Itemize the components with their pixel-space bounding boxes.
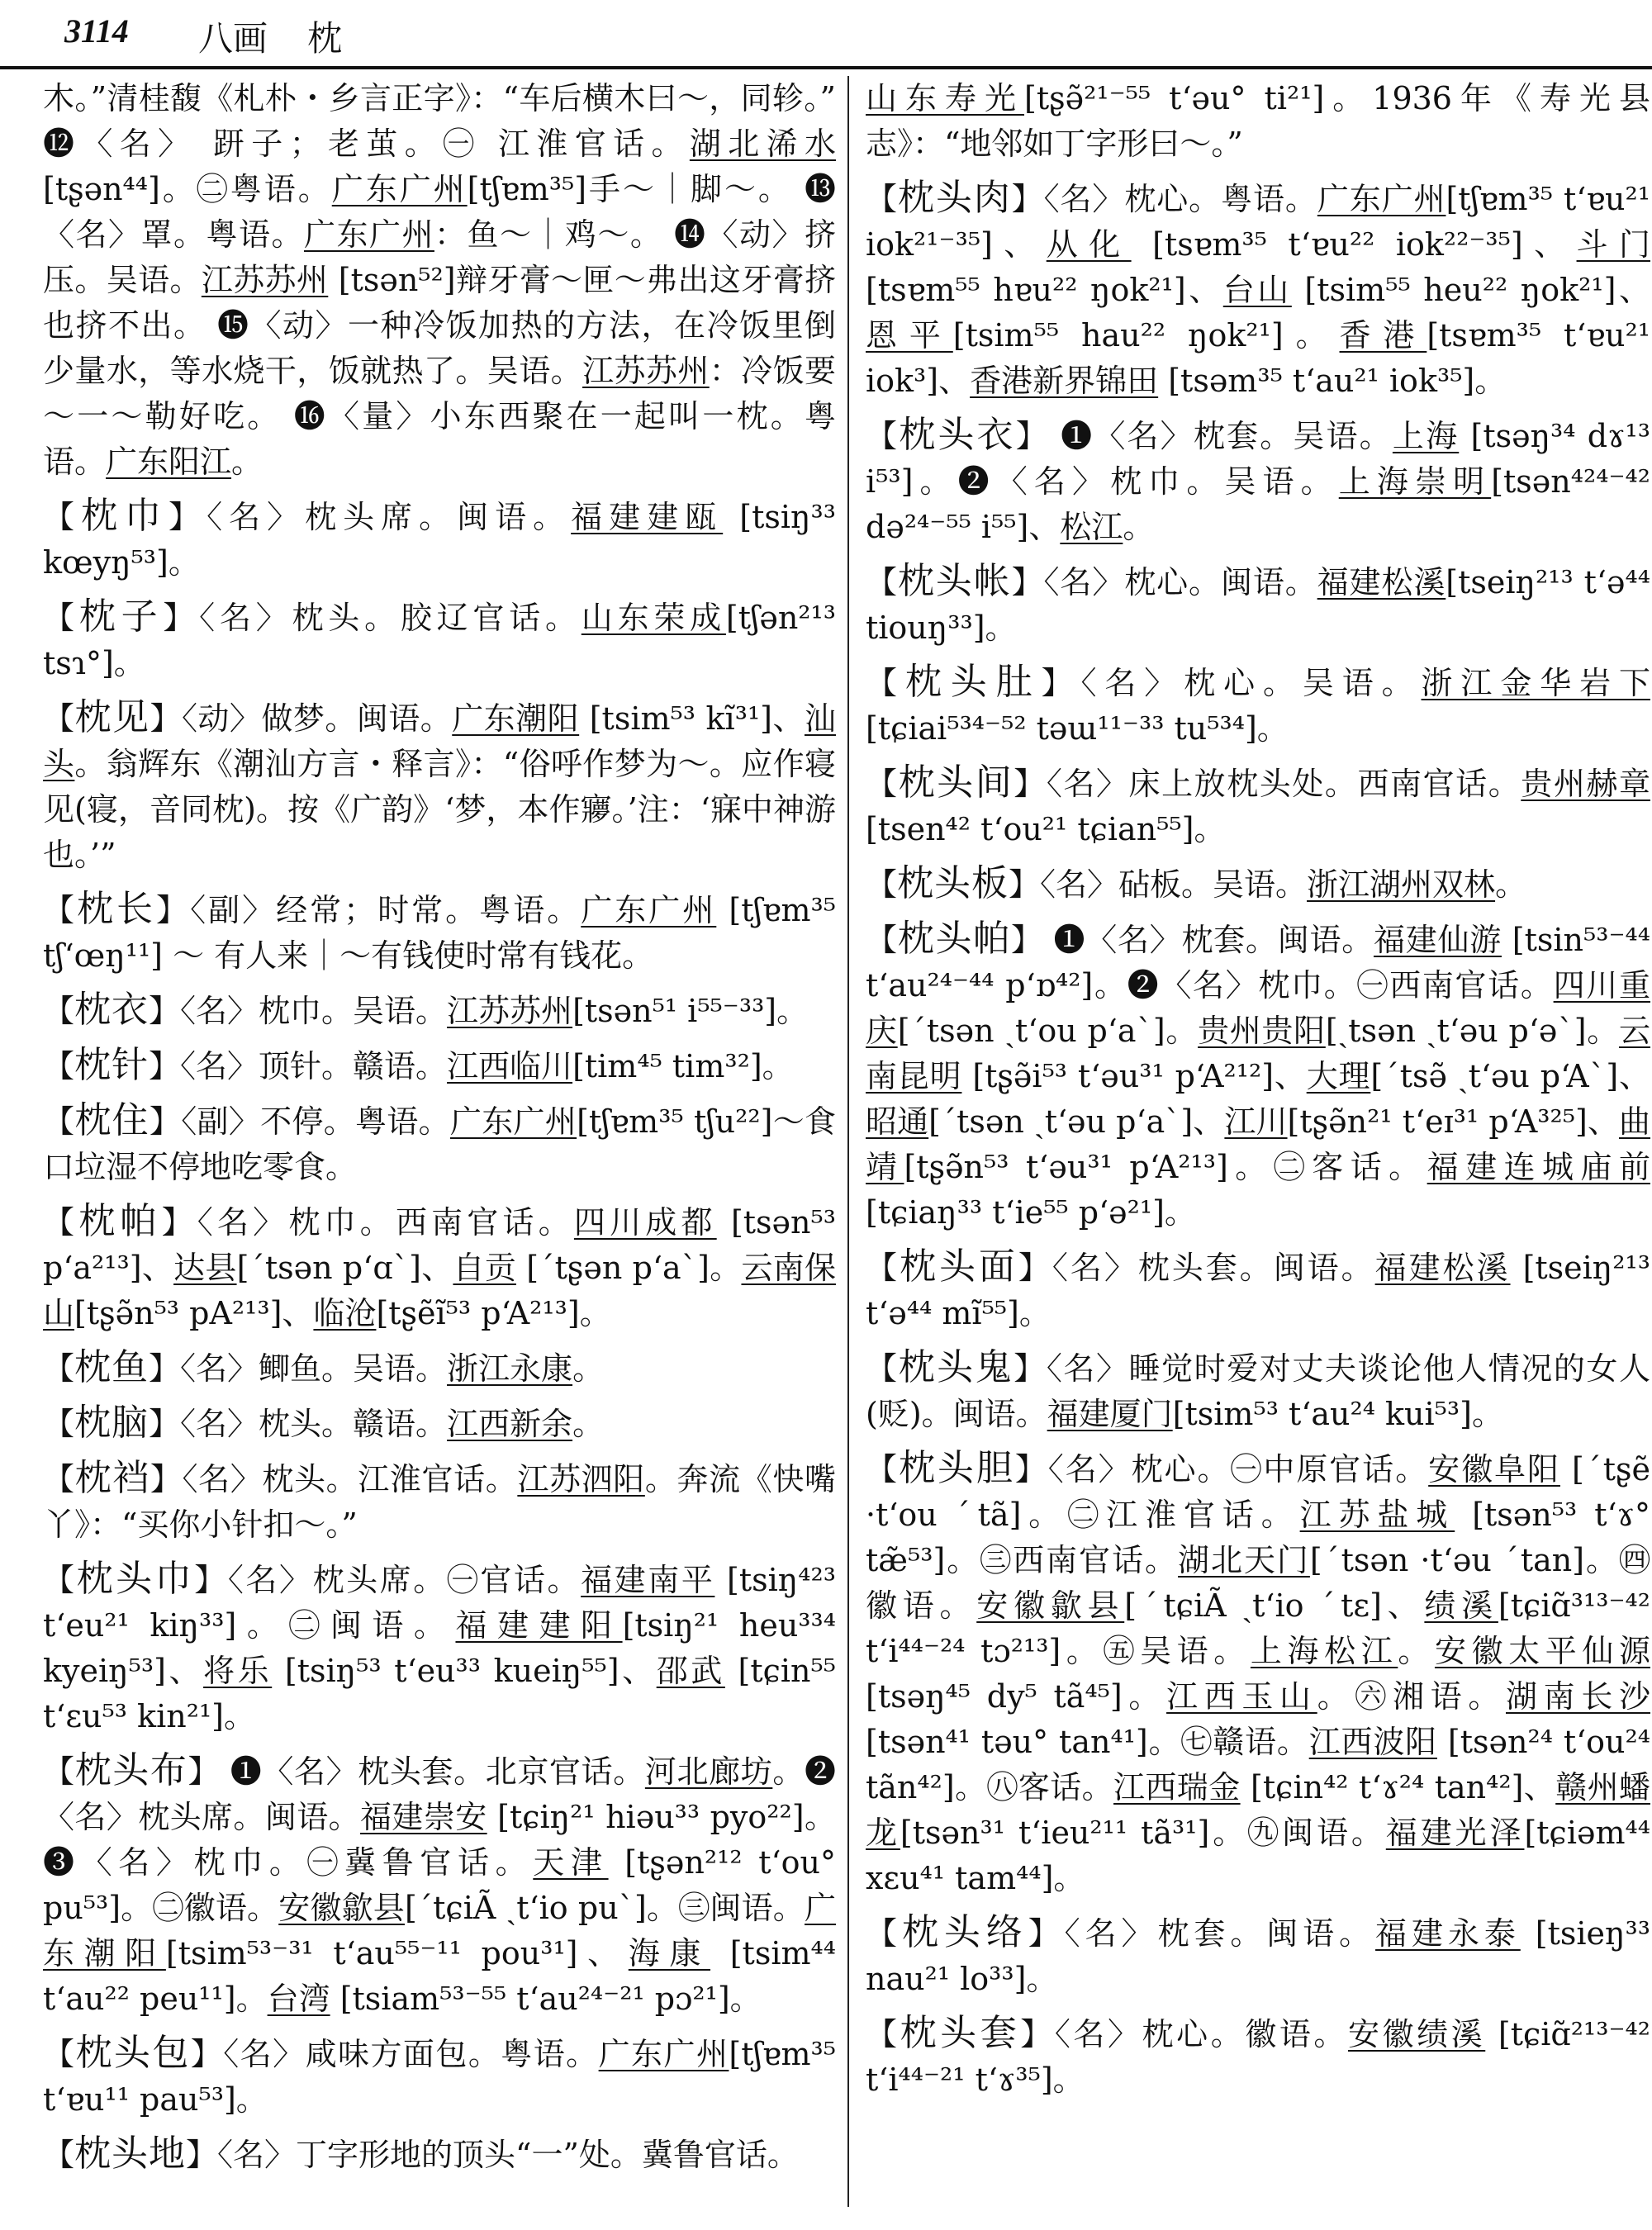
left-column	[43, 76, 836, 2215]
place-name: 临沧	[313, 1295, 377, 1331]
place-name: 福建建瓯	[571, 499, 724, 535]
place-name: 四川成都	[573, 1204, 717, 1241]
place-name: 湖北浠水	[689, 126, 836, 162]
dictionary-entry	[43, 987, 836, 1034]
place-name: 上海	[1392, 418, 1460, 454]
place-name: 四川重庆	[866, 967, 1650, 1049]
headword-bracket-close: 】	[1014, 766, 1047, 802]
entry-text: [tsiam⁵³⁻⁵⁵ tʻau²⁴⁻²¹ pɔ²¹]。	[330, 1981, 762, 2017]
headword-bracket-open: 【	[43, 2036, 76, 2072]
entry-text: [tɕiai⁵³⁴⁻⁵² təɯ¹¹⁻³³ tu⁵³⁴]。	[866, 710, 1289, 747]
headword-bracket-open: 【	[43, 1406, 75, 1442]
headword-bracket-close: 】	[1009, 866, 1041, 903]
headword-bracket-open: 【	[866, 418, 900, 454]
place-name: 云南昆明	[866, 1013, 1650, 1094]
entry-text: [tsiŋ²¹ heu³³⁴ kyeiŋ⁵³]、	[43, 1607, 836, 1689]
entry-text: [tsɐm³⁵ tʻɐu²² iok²²⁻³⁵]、	[1131, 226, 1577, 263]
dictionary-entry	[866, 412, 1650, 550]
place-name: 上海崇明	[1338, 463, 1492, 500]
place-name: 福建厦门	[1047, 1396, 1173, 1432]
headword-bracket-open: 【	[866, 564, 898, 600]
entry-text: [ˊtsən ˏtʻou pʻaˋ]。	[897, 1013, 1199, 1049]
headword-bracket-close: 】	[1018, 1250, 1052, 1286]
dictionary-entry	[866, 760, 1650, 852]
place-name: 安徽阜阳	[1428, 1451, 1560, 1487]
place-name: 香港	[1339, 317, 1427, 353]
headword-bracket-open: 【	[43, 1204, 79, 1241]
entry-text: [ˏtsən ˏtʻəu pʻəˋ]。	[1325, 1013, 1619, 1049]
dictionary-entry	[43, 1098, 836, 1190]
right-column	[866, 76, 1650, 2215]
headword-bracket-open: 【	[43, 600, 79, 636]
entry-headword: 枕头套	[900, 2012, 1021, 2054]
dictionary-entry	[43, 1556, 836, 1739]
entry-text: [tʃɐm³⁵ tʃʻœŋ¹¹] ～ 有人来｜～有钱使时常有钱花。	[43, 892, 836, 974]
entry-text: 〈名〉枕心。闽语。	[1043, 564, 1317, 600]
entry-text: 〈名〉枕头套。闽语。	[1051, 1250, 1375, 1286]
entry-text: [ˊtsən pʻɑˋ]、	[236, 1250, 453, 1286]
entry-text: [ˊtɕiÃ ˏtʻio ˊtɛ]、	[1124, 1587, 1425, 1624]
entry-headword: 枕住	[74, 1099, 150, 1141]
entry-text: 〈名〉咸味方面包。粤语。	[223, 2036, 599, 2072]
entry-text: [tʂə̃i⁵³ tʻəu³¹ pʻA²¹²]、	[961, 1058, 1307, 1094]
entry-text: 〈名〉丁字形地的顶头“一”处。冀鲁官话。	[217, 2137, 799, 2173]
place-name: 江西瑞金	[1113, 1769, 1241, 1805]
dictionary-entry	[866, 916, 1650, 1236]
entry-text: 〈名〉枕心。吴语。	[1080, 665, 1422, 701]
headword-bracket-open: 【	[866, 1350, 899, 1387]
headword-bracket-close: 】	[1014, 1350, 1047, 1387]
place-name: 福建南平	[581, 1562, 715, 1598]
headword-bracket-open: 【	[43, 1753, 75, 1790]
headword-bracket-close: 】	[190, 2036, 224, 2072]
entry-text: 〈名〉枕头。赣语。	[180, 1406, 448, 1442]
entry-headword: 枕见	[74, 696, 150, 738]
place-name: 绩溪	[1424, 1587, 1498, 1624]
headword-bracket-close: 】	[1015, 418, 1049, 454]
entry-text: [tsen⁴² tʻou²¹ tɕian⁵⁵]。	[866, 811, 1226, 847]
entry-headword: 枕衣	[74, 989, 150, 1031]
entry-text: ❶〈名〉枕头套。北京官话。	[220, 1753, 645, 1790]
entry-text: 〈名〉顶针。赣语。	[180, 1048, 448, 1084]
entry-text: [tsən³¹ tʻieu²¹¹ tã³¹]。㊈闽语。	[900, 1815, 1386, 1851]
headword-bracket-open: 【	[866, 1915, 902, 1952]
headword-bracket-close: 】	[149, 1406, 181, 1442]
place-name: 昭通	[866, 1103, 929, 1140]
entry-headword: 枕脑	[74, 1402, 150, 1444]
entry-headword: 枕鱼	[74, 1346, 150, 1388]
place-name: 安徽歙县	[278, 1890, 405, 1926]
entry-text: [tsən⁴¹ təu° tan⁴¹]。㊆赣语。	[866, 1724, 1309, 1760]
entry-text: [tsiŋ⁵³ tʻeu³³ kueiŋ⁵⁵]、	[272, 1653, 657, 1689]
entry-text: 。	[572, 1406, 605, 1442]
place-name: 广东阳江	[106, 444, 232, 480]
entry-text: 〈名〉枕头。江淮官话。	[182, 1461, 518, 1497]
entry-text: 〈名〉枕心。㊀中原官话。	[1047, 1451, 1429, 1487]
place-name: 达县	[173, 1250, 237, 1286]
place-name: 广东广州	[1317, 181, 1446, 217]
entry-text: 〈名〉枕心。粤语。	[1043, 181, 1317, 217]
headword-bracket-open: 【	[866, 181, 898, 217]
place-name: 上海松江	[1250, 1633, 1398, 1669]
place-name: 广东潮阳	[452, 700, 580, 737]
entry-text: [tɕiəm⁴⁴ xɛu⁴¹ tam⁴⁴]。	[866, 1815, 1650, 1896]
entry-text: [ˊtsən ·tʻəu ˊtan]。㊃徽语。	[866, 1542, 1650, 1624]
place-name: 香港新界锦田	[970, 363, 1159, 399]
dictionary-entry	[43, 886, 836, 979]
entry-text: [tsəŋ³⁴ dɤ¹³ i⁵³]。❷〈名〉枕巾。吴语。	[866, 418, 1650, 500]
entry-headword: 枕子	[78, 595, 164, 638]
entry-headword: 枕帕	[78, 1200, 162, 1242]
headword-bracket-close: 】	[149, 1048, 181, 1084]
headword-bracket-open: 【	[866, 2016, 900, 2052]
entry-text: [ˊtsə̃ ˏtʻəu pʻAˋ]、	[1370, 1058, 1650, 1094]
dictionary-entry	[43, 1455, 836, 1548]
place-name: 广东广州	[598, 2036, 729, 2072]
entry-text: 〈名〉枕头席。㊀官话。	[227, 1562, 582, 1598]
entry-text: 〈名〉枕头席。闽语。	[206, 499, 572, 535]
page-number: 3114	[64, 12, 129, 50]
entry-text: 〈名〉睡觉时爱对丈夫谈论他人情况的女人(贬)。闽语。	[866, 1350, 1650, 1432]
place-name: 江苏苏州	[582, 353, 710, 389]
headword-bracket-open: 【	[43, 1461, 75, 1497]
headword-bracket-open: 【	[43, 1103, 75, 1140]
dictionary-entry	[866, 1244, 1650, 1336]
headword-bracket-open: 【	[43, 2137, 75, 2173]
dictionary-entry	[43, 695, 836, 878]
dictionary-entry	[43, 1042, 836, 1089]
place-name: 福建建阳	[455, 1607, 623, 1644]
place-name: 江西波阳	[1308, 1724, 1437, 1760]
headword-bracket-close: 】	[149, 993, 181, 1029]
headword-bracket-close: 】	[163, 600, 200, 636]
place-name: 安徽歙县	[976, 1587, 1125, 1624]
entry-text: [tsɐm³⁵ tʻɐu²¹ iok³]、	[866, 317, 1650, 399]
place-name: 福建永泰	[1375, 1915, 1521, 1952]
place-name: 江苏盐城	[1299, 1497, 1455, 1533]
place-name: 湖北天门	[1178, 1542, 1310, 1578]
entry-text: 〈副〉不停。粤语。	[181, 1103, 450, 1140]
dictionary-entry	[43, 1345, 836, 1392]
entry-text: [tsɐm⁵⁵ hɐu²² ŋok²¹]、	[866, 272, 1223, 308]
place-name: 福建仙游	[1373, 922, 1502, 958]
headword-bracket-close: 】	[194, 1562, 228, 1598]
dictionary-entry	[43, 493, 836, 586]
entry-text: [tɕin⁴² tʻɤ²⁴ tan⁴²]、	[1240, 1769, 1556, 1805]
entry-text: ❶〈名〉枕套。闽语。	[1042, 922, 1374, 958]
entry-text: [tsiŋ⁴²³ tʻeu²¹ kiŋ³³]。㊁闽语。	[43, 1562, 836, 1644]
entry-text: [tʃɐm³⁵ tʻɐu²¹ iok²¹⁻³⁵]、	[866, 181, 1650, 263]
entry-text: 〈名〉枕头。胶辽官话。	[199, 600, 582, 636]
entry-text: [tseiŋ²¹³ tʻə⁴⁴ mĩ⁵⁵]。	[866, 1250, 1650, 1331]
headword-bracket-close: 】	[1010, 922, 1043, 958]
dictionary-entry	[43, 2131, 836, 2178]
entry-text: [tsim⁵³ kĩ³¹]、	[579, 700, 805, 737]
dictionary-entry	[866, 1910, 1650, 2002]
entry-headword: 枕头地	[74, 2133, 187, 2175]
place-name: 松江	[1060, 509, 1123, 545]
entry-text: [tsim⁵⁵ heu²² ŋok²¹]、	[1291, 272, 1650, 308]
place-name: 福建松溪	[1317, 564, 1446, 600]
entry-text: ：冷饭要～一～勒好吃。 ⓰〈量〉小东西聚在一起叫一枕。粤语。	[43, 353, 836, 480]
headword-bracket-close: 】	[169, 499, 207, 535]
entry-text: 。奔流《快嘴丫》：“买你小针扣～。”	[43, 1461, 836, 1543]
entry-headword: 枕头巾	[76, 1558, 195, 1600]
headword-bracket-close: 】	[156, 892, 191, 928]
headword-bracket-close: 】	[161, 1204, 197, 1241]
headword-bracket-open: 【	[43, 700, 75, 737]
place-name: 安徽绩溪	[1347, 2016, 1486, 2052]
entry-headword: 枕头板	[897, 862, 1009, 904]
place-name: 广东广州	[303, 216, 434, 253]
place-name: 海康	[628, 1935, 711, 1971]
place-name: 贵州贵阳	[1198, 1013, 1326, 1049]
entry-text: 。㊅湘语。	[1317, 1678, 1506, 1715]
entry-headword: 枕头布	[74, 1749, 188, 1791]
place-name: 广东潮阳	[43, 1890, 836, 1971]
place-name: 广东广州	[449, 1103, 577, 1140]
entry-text: [tsən⁵²]辩牙膏～匣～弗出这牙膏挤也挤不出。 ⓯〈动〉一种冷饭加热的方法，在冷饭里倒少量水，等水烧干，饭就热了。吴语。	[43, 262, 836, 389]
headword-bracket-close: 】	[1028, 1915, 1065, 1952]
place-name: 福建光泽	[1385, 1815, 1525, 1851]
headword-bracket-open: 【	[866, 1451, 899, 1487]
entry-headword: 枕头间	[898, 762, 1014, 804]
place-name: 恩平	[866, 317, 953, 353]
place-name: 安徽太平仙源	[1434, 1633, 1650, 1669]
headword-bracket-open: 【	[43, 1562, 77, 1598]
headword-bracket-close: 】	[1011, 181, 1044, 217]
entry-text: [tʂən⁴⁴]。㊁粤语。	[43, 171, 332, 207]
headword-bracket-close: 】	[1014, 1451, 1048, 1487]
headword-bracket-close: 】	[1011, 564, 1044, 600]
entry-text: 。翁辉东《潮汕方言・释言》：“俗呼作梦为～。应作寝见(寝，音同枕)。按《广韵》‘梦，本作㝱。’注：‘寐中神游也。’”	[43, 746, 836, 873]
entry-text: [tʂə̃n⁵³ pA²¹³]、	[74, 1295, 314, 1331]
entry-headword: 枕裆	[74, 1457, 150, 1499]
entry-text: [tsən²⁴ tʻou²⁴ tãn⁴²]。㊇客话。	[866, 1724, 1650, 1805]
entry-text: [tsəm³⁵ tʻau²¹ iok³⁵]。	[1158, 363, 1507, 399]
entry-text: [tsieŋ³³ nau²¹ lo³³]。	[866, 1915, 1650, 1997]
place-name: 河北廊坊	[644, 1753, 773, 1790]
place-name: 广东广州	[331, 171, 468, 207]
place-name: 云南保山	[43, 1250, 836, 1331]
entry-text: [tʃən²¹³ tsɿ°]。	[43, 600, 836, 681]
dictionary-entry	[866, 558, 1650, 651]
entry-text: [ˊtɕiÃ ˏtʻio puˋ]。㊂闽语。	[404, 1890, 805, 1926]
entry-text: [tseiŋ²¹³ tʻə⁴⁴ tiouŋ³³]。	[866, 564, 1650, 646]
place-name: 贵州赫章	[1521, 766, 1650, 802]
entry-text: 。❷〈名〉枕头席。闽语。	[43, 1753, 836, 1835]
entry-text: ：鱼～｜鸡～。 ⓮〈动〉挤压。吴语。	[43, 216, 836, 298]
place-name: 福建崇安	[360, 1799, 487, 1835]
headword-bracket-close: 】	[149, 1350, 181, 1387]
entry-text: 木。”清桂馥《札朴・乡言正字》：“车后横木曰～，同轸。” ⓬〈名〉 趼子；老茧。㊀ 江淮官话。	[43, 80, 836, 162]
entry-text: [tʂə̃n²¹ tʻeɪ³¹ pʻA³²⁵]、	[1287, 1103, 1619, 1140]
headword-bracket-close: 】	[150, 1461, 183, 1497]
dictionary-entry	[866, 175, 1650, 404]
headword-bracket-close: 】	[1041, 665, 1081, 701]
entry-text: 〈名〉鲫鱼。吴语。	[180, 1350, 448, 1387]
entry-text: [tɕiaŋ³³ tʻie⁵⁵ pʻə²¹]。	[866, 1194, 1196, 1231]
entry-text: [tʃɐm³⁵]手～｜脚～。 ⓭〈名〉罩。粤语。	[43, 171, 836, 253]
entry-text: [tsim⁵⁵ hau²² ŋok²¹]。	[952, 317, 1340, 353]
entry-text: [tʃɐm³⁵ tʃu²²]～食口垃湿不停地吃零食。	[43, 1103, 836, 1185]
dictionary-entry	[43, 1748, 836, 2022]
entry-text: [ˊtʂẽ ·tʻou ˊtã]。㊁江淮官话。	[866, 1451, 1650, 1533]
place-name: 汕头	[43, 700, 836, 782]
entry-headword: 枕长	[77, 888, 157, 930]
entry-text: 〈名〉床上放枕头处。西南官话。	[1046, 766, 1521, 802]
entry-text: [tsin⁵³⁻⁴⁴ tʻau²⁴⁻⁴⁴ pʻɒ⁴²]。❷〈名〉枕巾。㊀西南官话。	[866, 922, 1650, 1004]
entry-text: [tsim⁵³⁻³¹ tʻau⁵⁵⁻¹¹ pou³¹]、	[165, 1935, 629, 1971]
headword-bracket-open: 【	[866, 922, 898, 958]
entry-text: [ˊtʂən pʻaˋ]。	[515, 1250, 742, 1286]
dictionary-entry	[43, 594, 836, 686]
entry-text: 〈名〉枕巾。西南官话。	[197, 1204, 574, 1241]
entry-text: [tsim⁴⁴ tʻau²² peu¹¹]。	[43, 1935, 836, 2017]
entry-text: [tsiŋ³³ kœyŋ⁵³]。	[43, 499, 836, 581]
headword-bracket-open: 【	[866, 1250, 900, 1286]
dictionary-entry	[866, 861, 1650, 908]
entry-headword: 枕头包	[75, 2032, 191, 2074]
entry-text: [tim⁴⁵ tim³²]。	[572, 1048, 794, 1084]
place-name: 山东荣成	[581, 600, 726, 636]
headword-bracket-open: 【	[866, 866, 898, 903]
place-name: 台山	[1222, 272, 1292, 308]
headword-bracket-open: 【	[43, 1350, 75, 1387]
headword-bracket-open: 【	[43, 1048, 75, 1084]
entry-text: 〈动〉做梦。闽语。	[181, 700, 453, 737]
entry-text: [tʂẽĩ⁵³ pʻA²¹³]。	[376, 1295, 611, 1331]
dictionary-entry	[866, 1345, 1650, 1437]
place-name: 福建连城庙前	[1427, 1149, 1650, 1185]
dictionary-entry	[43, 1198, 836, 1336]
dictionary-entry	[866, 1445, 1650, 1901]
entry-text: 〈名〉枕巾。吴语。	[180, 993, 448, 1029]
entry-text: 。	[1123, 509, 1155, 545]
entry-text: 。	[1398, 1633, 1435, 1669]
entry-headword: 枕头肉	[897, 177, 1012, 219]
page-header	[0, 0, 1652, 69]
entry-headword: 枕头络	[901, 1911, 1028, 1953]
entry-text: [tʂə̃²¹⁻⁵⁵ tʻəu° ti²¹]。1936年《寿光县志》：“地邻如丁字形曰～。”	[866, 80, 1650, 162]
entry-headword: 枕头胆	[898, 1447, 1015, 1489]
entry-text: [tɕiŋ²¹ hiəu³³ pyo²²]。❸〈名〉枕巾。㊀冀鲁官话。	[43, 1799, 836, 1881]
headword-bracket-open: 【	[866, 766, 899, 802]
entry-text: [tɕiɑ̃³¹³⁻⁴² tʻi⁴⁴⁻²⁴ tɔ²¹³]。㊄吴语。	[866, 1587, 1650, 1669]
place-name: 台湾	[267, 1981, 330, 2017]
headword-bracket-open: 【	[43, 892, 78, 928]
place-name: 浙江永康	[447, 1350, 573, 1387]
entry-text: 。	[231, 444, 263, 480]
place-name: 自贡	[453, 1250, 516, 1286]
entry-text: [tɕiɑ̃²¹³⁻⁴² tʻi⁴⁴⁻²¹ tʻɤ³⁵]。	[866, 2016, 1650, 2098]
place-name: 江西玉山	[1166, 1678, 1317, 1715]
dictionary-entry	[43, 1400, 836, 1447]
entry-text: 〈名〉枕套。闽语。	[1064, 1915, 1376, 1952]
place-name: 山东寿光	[866, 80, 1025, 116]
header-headword: 枕	[307, 18, 343, 59]
entry-text: [ˊtsən ˏtʻəu pʻaˋ]、	[928, 1103, 1225, 1140]
place-name: 曲靖	[866, 1103, 1650, 1185]
place-name: 浙江湖州双林	[1307, 866, 1496, 903]
place-name: 湖南长沙	[1506, 1678, 1650, 1715]
entry-headword: 枕头衣	[899, 414, 1016, 456]
dictionary-entry	[866, 2010, 1650, 2103]
place-name: 将乐	[203, 1653, 273, 1689]
headword-bracket-close: 】	[1020, 2016, 1055, 2052]
headword-bracket-open: 【	[866, 665, 905, 701]
headword-bracket-open: 【	[43, 499, 82, 535]
entry-headword: 枕巾	[81, 495, 169, 537]
entry-text: [tsən⁵¹ i⁵⁵⁻³³]。	[572, 993, 809, 1029]
place-name: 江苏苏州	[447, 993, 573, 1029]
place-name: 邵武	[656, 1653, 725, 1689]
place-name: 赣州蟠龙	[866, 1769, 1650, 1851]
entry-text: [tʂə̃n⁵³ tʻəu³¹ pʻA²¹³]。㊁客话。	[904, 1149, 1427, 1185]
headword-bracket-close: 】	[150, 700, 182, 737]
place-name: 江川	[1224, 1103, 1288, 1140]
entry-headword: 枕头面	[899, 1245, 1018, 1288]
place-name: 从化	[1046, 226, 1132, 263]
dictionary-entry	[43, 76, 836, 485]
entry-headword: 枕头帕	[897, 918, 1011, 960]
entry-text: [tʂən²¹² tʻou° pu⁵³]。㊁徽语。	[43, 1844, 836, 1926]
place-name: 广东广州	[581, 892, 717, 928]
entry-text: 〈名〉砧板。吴语。	[1040, 866, 1308, 903]
place-name: 大理	[1306, 1058, 1371, 1094]
headword-bracket-close: 】	[186, 2137, 218, 2173]
entry-text: [tsən⁴²⁴⁻⁴² də²⁴⁻⁵⁵ i⁵⁵]、	[866, 463, 1650, 545]
entry-text: [tsən⁵³ pʻa²¹³]、	[43, 1204, 836, 1286]
entry-text: 。	[1495, 866, 1527, 903]
place-name: 斗门	[1576, 226, 1650, 263]
entry-text: [tsim⁵³ tʻau²⁴ kui⁵³]。	[1172, 1396, 1503, 1432]
dictionary-entry	[866, 76, 1650, 167]
headword-bracket-open: 【	[43, 993, 75, 1029]
entry-text: 〈副〉经常；时常。粤语。	[190, 892, 582, 928]
entry-headword: 枕针	[74, 1044, 150, 1086]
place-name: 福建松溪	[1374, 1250, 1511, 1286]
place-name: 天津	[533, 1844, 609, 1881]
place-name: 江苏苏州	[201, 262, 329, 298]
dictionary-entry	[43, 2030, 836, 2123]
place-name: 江西新余	[447, 1406, 573, 1442]
entry-headword: 枕头帐	[897, 560, 1012, 602]
entry-text: [tsən⁵³ tʻɤ° tæ̃⁵³]。㊂西南官话。	[866, 1497, 1650, 1578]
headword-bracket-close: 】	[149, 1103, 182, 1140]
dictionary-entry	[866, 659, 1650, 752]
entry-text: [tɕin⁵⁵ tʻɛu⁵³ kin²¹]。	[43, 1653, 836, 1734]
entry-headword: 枕头肚	[904, 661, 1042, 703]
place-name: 江苏泗阳	[517, 1461, 645, 1497]
entry-text: [tʃɐm³⁵ tʻɐu¹¹ pau⁵³]。	[43, 2036, 836, 2118]
section-label: 八画	[198, 18, 268, 59]
column-divider	[847, 76, 849, 2207]
place-name: 浙江金华岩下	[1421, 665, 1650, 701]
entry-headword: 枕头鬼	[898, 1346, 1014, 1388]
place-name: 江西临川	[447, 1048, 573, 1084]
entry-text: 〈名〉枕心。徽语。	[1054, 2016, 1348, 2052]
entry-text: ❶〈名〉枕套。吴语。	[1048, 418, 1393, 454]
entry-text: [tsəŋ⁴⁵ dy⁵ tã⁴⁵]。	[866, 1678, 1167, 1715]
headword-bracket-close: 】	[188, 1753, 221, 1790]
entry-text: 。	[572, 1350, 605, 1387]
